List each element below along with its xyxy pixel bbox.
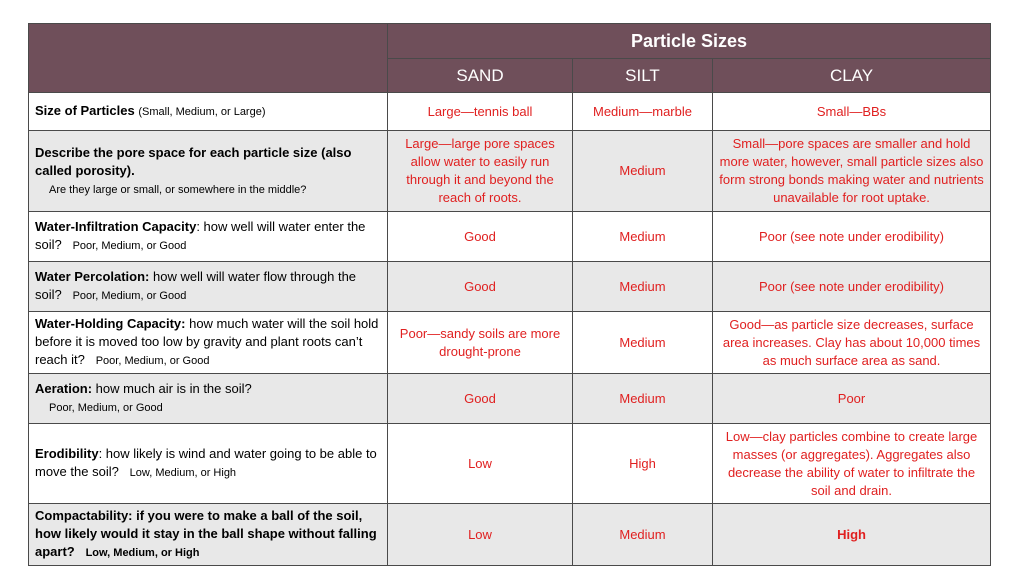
clay-answer: Poor (see note under erodibility) [713, 212, 991, 262]
row-question-bold: Compactability: if you were to make a ball of the soil, how likely would it stay in the ball shape without falling apart? [35, 508, 377, 559]
row-question-hint: (Small, Medium, or Large) [138, 106, 266, 118]
row-question-cell [29, 424, 388, 504]
row-question-hint: Poor, Medium, or Good [72, 240, 187, 252]
sand-answer: Large—tennis ball [388, 93, 573, 131]
clay-answer: Poor [713, 374, 991, 424]
sand-answer: Good [388, 374, 573, 424]
sand-answer: Good [388, 262, 573, 312]
silt-answer: Medium [573, 262, 713, 312]
column-header-sand: SAND [388, 59, 573, 93]
row-question-bold: Water-Infiltration Capacity [35, 219, 197, 234]
clay-answer: Small—pore spaces are smaller and hold more water, however, small particle sizes also form strong bonds making water and nutrients unavailable for root uptake. [713, 131, 991, 212]
row-question-cell [29, 504, 388, 566]
row-question-cell [29, 93, 388, 131]
table-row [29, 374, 991, 424]
row-question-hint: Low, Medium, or High [129, 467, 237, 479]
row-question-text: how much water will the soil hold before it is moved too low by gravity and plant roots can’t reach it? [35, 316, 379, 367]
sand-answer: Good [388, 212, 573, 262]
table-row [29, 93, 991, 131]
row-question-hint: Low, Medium, or High [85, 547, 200, 559]
row-question-bold: Describe the pore space for each particle size (also called porosity). [35, 144, 352, 178]
soil-particle-table [28, 23, 991, 566]
sand-answer: Low [388, 424, 573, 504]
column-header-clay: CLAY [713, 59, 991, 93]
silt-answer: Medium [573, 312, 713, 374]
row-question-bold: Erodibility [35, 446, 99, 461]
row-question-hint: Poor, Medium, or Good [95, 355, 210, 367]
table-row [29, 504, 991, 566]
row-question-bold: Water Percolation: [35, 269, 150, 284]
silt-answer: Medium—marble [573, 93, 713, 131]
row-question-hint: Poor, Medium, or Good [49, 402, 163, 414]
clay-answer: Low—clay particles combine to create large masses (or aggregates). Aggregates also decrease the ability of water to infiltrate the soil and drain. [713, 424, 991, 504]
row-question-cell [29, 212, 388, 262]
clay-answer: Small—BBs [713, 93, 991, 131]
clay-answer: Good—as particle size decreases, surface area increases. Clay has about 10,000 times as much surface area as sand. [713, 312, 991, 374]
row-question-cell [29, 312, 388, 374]
row-question-cell [29, 374, 388, 424]
table-row [29, 131, 991, 212]
silt-answer: Medium [573, 504, 713, 566]
table-row [29, 312, 991, 374]
table-row [29, 212, 991, 262]
sand-answer: Poor—sandy soils are more drought-prone [388, 312, 573, 374]
silt-answer: Medium [573, 212, 713, 262]
table-title: Particle Sizes [388, 24, 991, 59]
silt-answer: Medium [573, 374, 713, 424]
silt-answer: High [573, 424, 713, 504]
row-question-bold: Aeration: [35, 381, 93, 396]
row-question-hint: Poor, Medium, or Good [72, 290, 187, 302]
row-question-text: : how well will water enter the soil? [35, 219, 366, 252]
column-header-silt: SILT [573, 59, 713, 93]
table-row [29, 262, 991, 312]
row-question-cell [29, 262, 388, 312]
clay-answer: Poor (see note under erodibility) [713, 262, 991, 312]
row-question-text: : how likely is wind and water going to be able to move the soil? [35, 446, 377, 479]
table-row [29, 424, 991, 504]
silt-answer: Medium [573, 131, 713, 212]
sand-answer: Low [388, 504, 573, 566]
row-question-cell [29, 131, 388, 212]
row-question-text: how well will water flow through the soil? [35, 269, 357, 302]
row-question-hint: Are they large or small, or somewhere in the middle? [49, 183, 307, 196]
clay-answer: High [713, 504, 991, 566]
sand-answer: Large—large pore spaces allow water to easily run through it and beyond the reach of roots. [388, 131, 573, 212]
row-question-bold: Size of Particles [35, 103, 135, 118]
row-question-bold: Water-Holding Capacity: [35, 316, 186, 331]
row-question-text: how much air is in the soil? [92, 381, 252, 396]
header-corner-cell [29, 24, 388, 93]
